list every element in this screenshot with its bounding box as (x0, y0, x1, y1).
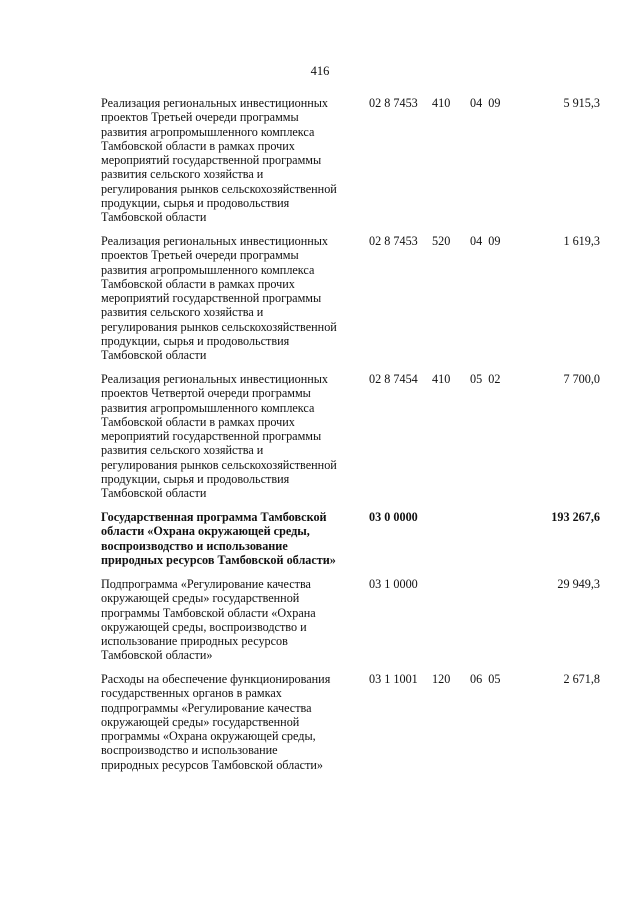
description-line: программы Тамбовской области «Охрана (101, 605, 316, 620)
section-code: 05 02 (470, 372, 501, 386)
amount: 193 267,6 (551, 510, 600, 524)
description-line: мероприятий государственной программы (101, 429, 322, 444)
amount: 29 949,3 (557, 577, 600, 591)
description-line: продукции, сырья и продовольствия (101, 196, 290, 211)
description-line: природных ресурсов Тамбовской области» (101, 552, 336, 567)
description-line: области «Охрана окружающей среды, (101, 524, 310, 539)
row-description (101, 96, 361, 225)
amount: 5 915,3 (563, 96, 600, 110)
description-line: Реализация региональных инвестиционных (101, 234, 329, 248)
description-line: развития агропромышленного комплекса (101, 400, 315, 415)
target-article-code: 02 8 7453 (369, 96, 418, 110)
target-article-code: 03 1 1001 (369, 672, 418, 686)
description-line: проектов Третьей очереди программы (101, 110, 299, 125)
description-line: государственных органов в рамках (101, 686, 282, 701)
description-line: окружающей среды» государственной (101, 591, 300, 606)
description-line: развития агропромышленного комплекса (101, 124, 315, 139)
description-line: Подпрограмма «Регулирование качества (101, 577, 311, 591)
description-line: продукции, сырья и продовольствия (101, 334, 290, 349)
row-description (101, 234, 361, 363)
description-line: программы «Охрана окружающей среды, (101, 729, 316, 744)
description-line: Тамбовской области (101, 486, 207, 501)
row-description (101, 672, 361, 772)
description-line: использование природных ресурсов (101, 634, 288, 649)
description-line: воспроизводство и использование (101, 538, 288, 553)
amount: 7 700,0 (563, 372, 600, 386)
description-line: Реализация региональных инвестиционных (101, 372, 329, 386)
description-line: Реализация региональных инвестиционных (101, 96, 329, 110)
section-code: 04 09 (470, 96, 501, 110)
row-description (101, 510, 361, 567)
description-line: Государственная программа Тамбовской (101, 510, 327, 524)
section-code: 06 05 (470, 672, 501, 686)
description-line: Тамбовской области в рамках прочих (101, 138, 295, 153)
description-line: мероприятий государственной программы (101, 153, 322, 168)
target-article-code: 02 8 7453 (369, 234, 418, 248)
description-line: Тамбовской области (101, 348, 207, 363)
description-line: развития сельского хозяйства и (101, 443, 264, 458)
amount: 1 619,3 (563, 234, 600, 248)
description-line: развития сельского хозяйства и (101, 167, 264, 182)
description-line: регулирования рынков сельскохозяйственной (101, 181, 337, 196)
description-line: подпрограммы «Регулирование качества (101, 700, 312, 715)
table-row (0, 96, 640, 234)
target-article-code: 03 0 0000 (369, 510, 418, 524)
description-line: проектов Третьей очереди программы (101, 248, 299, 263)
description-line: продукции, сырья и продовольствия (101, 472, 290, 487)
description-line: воспроизводство и использование (101, 743, 278, 758)
description-line: природных ресурсов Тамбовской области» (101, 757, 324, 772)
description-line: Тамбовской области в рамках прочих (101, 414, 295, 429)
description-line: окружающей среды» государственной (101, 714, 300, 729)
budget-table (0, 96, 640, 782)
description-line: регулирования рынков сельскохозяйственной (101, 319, 337, 334)
description-line: Расходы на обеспечение функционирования (101, 672, 331, 686)
description-line: мероприятий государственной программы (101, 291, 322, 306)
expense-type-code: 410 (432, 372, 451, 386)
description-line: развития сельского хозяйства и (101, 305, 264, 320)
description-line: Тамбовской области (101, 210, 207, 225)
description-line: регулирования рынков сельскохозяйственной (101, 457, 337, 472)
description-line: развития агропромышленного комплекса (101, 262, 315, 277)
table-row (0, 672, 640, 782)
description-line: проектов Четвертой очереди программы (101, 386, 311, 401)
expense-type-code: 520 (432, 234, 451, 248)
section-code: 04 09 (470, 234, 501, 248)
description-line: Тамбовской области в рамках прочих (101, 276, 295, 291)
expense-type-code: 120 (432, 672, 451, 686)
target-article-code: 03 1 0000 (369, 577, 418, 591)
table-row (0, 234, 640, 372)
table-row (0, 577, 640, 672)
description-line: окружающей среды, воспроизводство и (101, 619, 307, 634)
row-description (101, 372, 361, 501)
description-line: Тамбовской области» (101, 648, 213, 663)
expense-type-code: 410 (432, 96, 451, 110)
page-number: 416 (310, 64, 330, 78)
row-description (101, 577, 361, 663)
table-row-program-total (0, 510, 640, 577)
amount: 2 671,8 (563, 672, 600, 686)
target-article-code: 02 8 7454 (369, 372, 418, 386)
table-row (0, 372, 640, 510)
